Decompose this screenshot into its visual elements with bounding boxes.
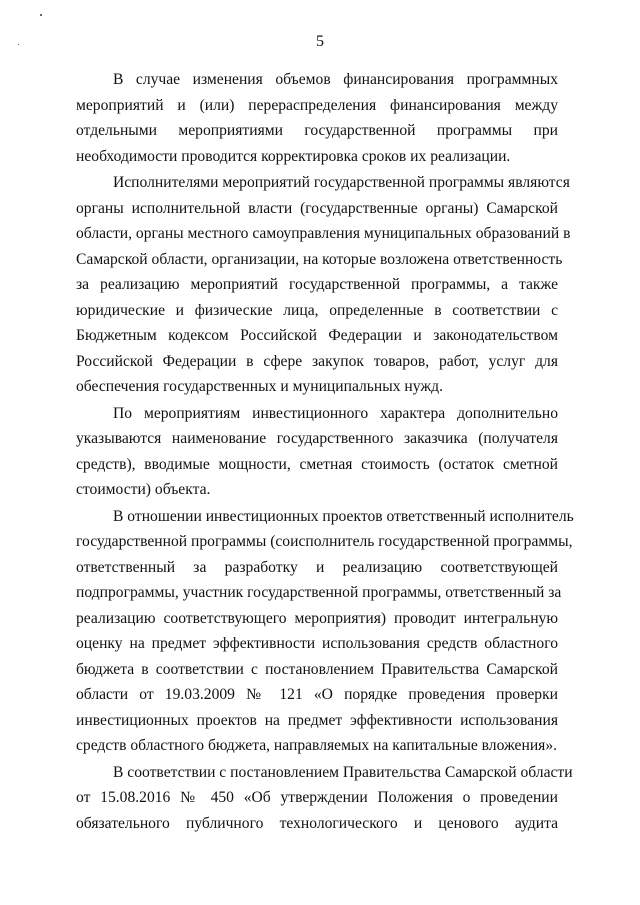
text-line: необходимости проводится корректировка сроков их реализации. [76, 147, 511, 165]
page-number: 5 [316, 33, 324, 50]
text-line: стоимости) объекта. [76, 481, 211, 498]
text-line: области, органы местного самоуправления муниципальных образований в [76, 225, 571, 242]
text-line: юридические и физические лица, определенные в соответствии с [76, 301, 558, 319]
text-line: органы исполнительной власти (государственные органы) Самарской [76, 199, 558, 217]
paragraph [76, 170, 571, 400]
text-line: Российской Федерации в сфере закупок товаров, работ, услуг для [76, 352, 558, 370]
scan-speck [40, 14, 42, 16]
text-line: области от 19.03.2009 № 121 «О порядке проведения проверки [76, 686, 558, 703]
text-line: В соответствии с постановлением Правительства Самарской области [113, 763, 573, 781]
text-line: По мероприятиям инвестиционного характера дополнительно [113, 404, 558, 422]
text-line: за реализацию мероприятий государственной программы, а также [76, 276, 558, 293]
paragraph [76, 760, 573, 837]
text-line: мероприятий и (или) перераспределения финансирования между [76, 96, 558, 114]
text-line: инвестиционных проектов на предмет эффективности использования [76, 711, 558, 729]
text-line: Исполнителями мероприятий государственной программы являются [113, 174, 570, 191]
text-line: В случае изменения объемов финансирования программных [113, 71, 558, 88]
paragraph [76, 401, 558, 503]
text-line: В отношении инвестиционных проектов ответственный исполнитель [113, 507, 574, 525]
text-line: указываются наименование государственного заказчика (получателя [76, 430, 558, 447]
text-line: средств), вводимые мощности, сметная стоимость (остаток сметной [76, 455, 558, 473]
text-line: средств областного бюджета, направляемых на капитальные вложения». [76, 737, 558, 754]
text-line: Бюджетным кодексом Российской Федерации и законодательством [76, 327, 558, 344]
text-line: подпрограммы, участник государственной программы, ответственный за [76, 584, 562, 601]
text-line: обязательного публичного технологического и ценового аудита [76, 814, 558, 832]
text-line: ответственный за разработку и реализацию соответствующей [76, 558, 558, 576]
text-line: реализацию соответствующего мероприятия) проводит интегральную [76, 609, 558, 627]
text-line: оценку на предмет эффективности использования средств областного [76, 635, 558, 652]
paragraph [76, 67, 558, 169]
paragraph [76, 504, 574, 759]
text-line: Самарской области, организации, на которые возложена ответственность [76, 250, 563, 268]
text-line: бюджета в соответствии с постановлением Правительства Самарской [76, 660, 558, 678]
text-line: обеспечения государственных и муниципальных нужд. [76, 378, 443, 395]
document-body [76, 67, 574, 836]
text-line: государственной программы (соисполнитель государственной программы, [76, 533, 573, 550]
text-line: отдельными мероприятиями государственной программы при [76, 122, 558, 139]
text-line: от 15.08.2016 № 450 «Об утверждении Положения о проведении [76, 789, 558, 806]
